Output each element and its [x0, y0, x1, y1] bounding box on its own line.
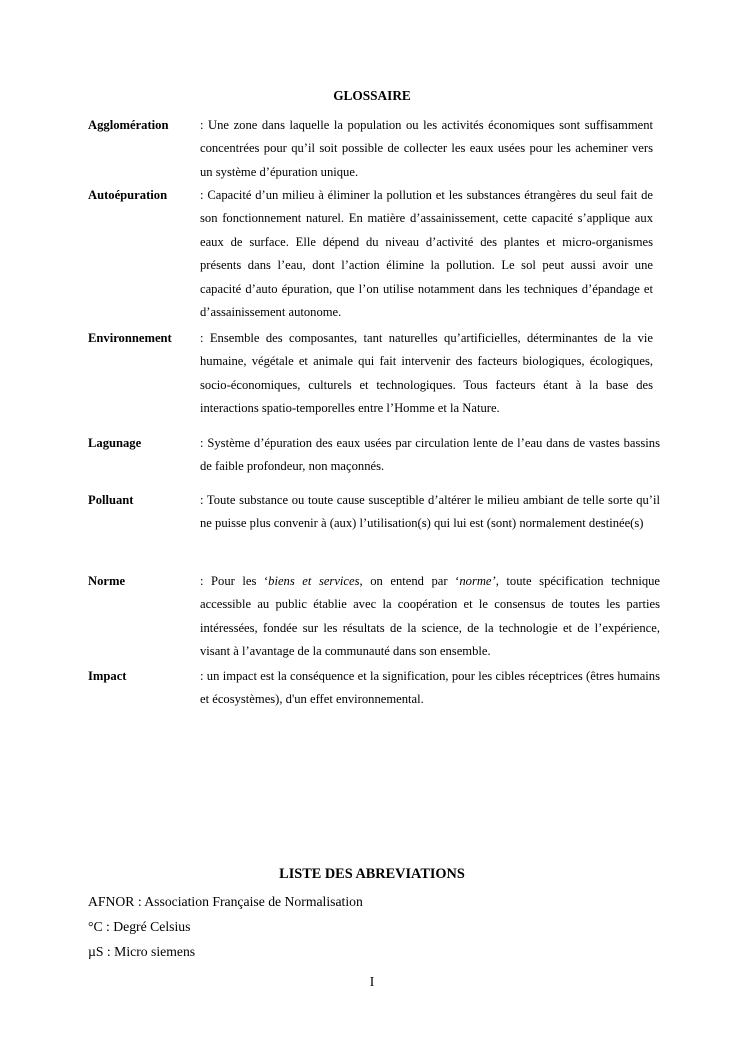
glossary-definition-autoepuration: : Capacité d’un milieu à éliminer la pollution et les substances étrangères du seul fait de son fonctionnement naturel. En matière d’assainissement, cette capacité s’applique aux eaux de surface. Elle dépend du niveau d’activité des plantes et micro-organismes présents dans l’eau, dont l’action élimine la pollution. Le sol peut aussi avoir une capacité d’auto épuration, que l’on utilise notamment dans les techniques d’épandage et d’assainissement autonome.	[200, 188, 653, 320]
glossary-definition-agglomeration: : Une zone dans laquelle la population ou les activités économiques sont suffisamment concentrées pour qu’il soit possible de collecter les eaux usées pour les acheminer vers un système d’épuration unique.	[200, 118, 653, 179]
norme-definition-text-1: : Pour les ‘	[200, 574, 269, 588]
glossary-term-norme: Norme	[88, 574, 126, 588]
norme-definition-text-2: , on entend par ‘	[359, 574, 460, 588]
glossary-term-impact: Impact	[88, 669, 127, 683]
glossary-title: GLOSSAIRE	[333, 88, 411, 103]
glossary-definition-impact: : un impact est la conséquence et la signification, pour les cibles réceptrices (êtres humains et écosystèmes), d'un effet environnemental.	[200, 669, 660, 707]
abbreviation-item: °C : Degré Celsius	[88, 919, 191, 934]
norme-definition-text-3: toute spécification technique accessible au public établie avec la coopération et le consensus de toutes les parties intéressées, fondée sur les résultats de la science, de la technologie et de l’expérience, visant à l’avantage de la communauté dans son ensemble.	[200, 574, 661, 659]
page-number: I	[369, 974, 375, 989]
abbreviation-item: µS : Micro siemens	[88, 944, 196, 959]
abbreviations-title: LISTE DES ABREVIATIONS	[279, 866, 465, 882]
glossary-definition-polluant: : Toute substance ou toute cause susceptible d’altérer le milieu ambiant de telle sorte qu’il ne puisse plus convenir à (aux) l’utilisation(s) qui lui est (sont) normalement destinée(s)	[200, 493, 660, 531]
glossary-term-autoepuration: Autoépuration	[88, 188, 168, 202]
glossary-definition-norme	[200, 570, 660, 664]
glossary-term-polluant: Polluant	[88, 493, 134, 507]
glossary-term-environnement: Environnement	[88, 331, 172, 345]
glossary-term-lagunage: Lagunage	[88, 436, 142, 450]
glossary-definition-lagunage: : Système d’épuration des eaux usées par circulation lente de l’eau dans de vastes bassins de faible profondeur, non maçonnés.	[200, 436, 660, 474]
glossary-definition-environnement: : Ensemble des composantes, tant naturelles qu’artificielles, déterminantes de la vie humaine, végétale et animale qui fait intervenir des facteurs biologiques, écologiques, socio-économiques, culturels et technologiques. Tous facteurs étant à la base des interactions spatio-temporelles entre l’Homme et la Nature.	[200, 331, 653, 416]
glossary-term-agglomeration: Agglomération	[88, 118, 169, 132]
abbreviation-item: AFNOR : Association Française de Normalisation	[88, 894, 363, 909]
norme-definition-italic-2: norme’,	[459, 574, 499, 588]
norme-definition-italic-1: biens et services	[268, 574, 360, 588]
